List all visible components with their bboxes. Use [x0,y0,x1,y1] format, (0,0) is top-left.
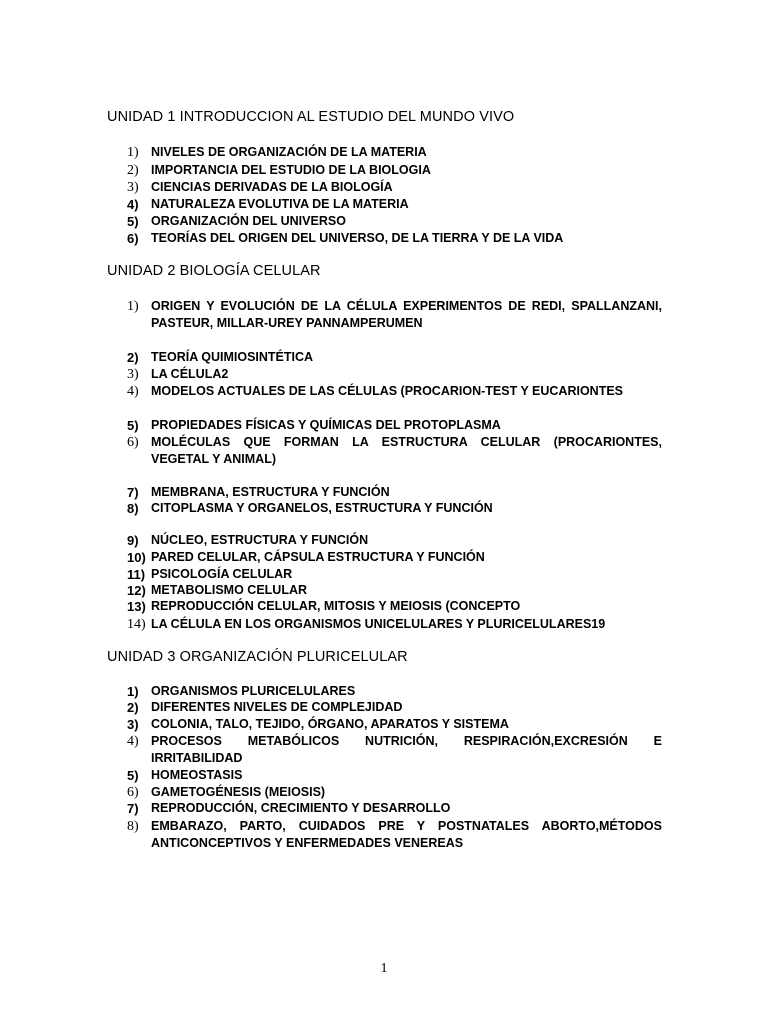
item-number: 7) [127,485,139,500]
item-text: TEORÍA QUIMIOSINTÉTICA [151,350,314,364]
item-text: GAMETOGÉNESIS (MEIOSIS) [151,785,326,799]
item-text: DIFERENTES NIVELES DE COMPLEJIDAD [151,700,403,714]
item-number: 2) [127,700,139,715]
item-number: 13) [127,599,146,614]
item-number: 3) [127,180,139,195]
item-text: IMPORTANCIA DEL ESTUDIO DE LA BIOLOGIA [151,163,431,177]
item-text: ORGANIZACIÓN DEL UNIVERSO [151,214,346,228]
item-number: 4) [127,384,139,399]
item-number: 2) [127,350,139,365]
item-number: 3) [127,717,139,732]
item-text: NATURALEZA EVOLUTIVA DE LA MATERIA [151,197,409,211]
item-text: HOMEOSTASIS [151,768,243,782]
item-text: PROPIEDADES FÍSICAS Y QUÍMICAS DEL PROTOPLASMA [151,418,501,432]
item-number: 4) [127,734,139,749]
item-number: 6) [127,785,139,800]
item-number: 5) [127,418,139,433]
item-number: 4) [127,197,139,212]
item-text: PARED CELULAR, CÁPSULA ESTRUCTURA Y FUNCIÓN [151,550,485,564]
item-number: 10) [127,550,146,565]
item-text: PROCESOS METABÓLICOS NUTRICIÓN, RESPIRACIÓN,EXCRESIÓN E IRRITABILIDAD [151,734,662,765]
item-text: COLONIA, TALO, TEJIDO, ÓRGANO, APARATOS Y SISTEMA [151,717,509,731]
item-text: PSICOLOGÍA CELULAR [151,567,293,581]
item-text: CIENCIAS DERIVADAS DE LA BIOLOGÍA [151,180,393,194]
item-number: 6) [127,231,139,246]
item-text: REPRODUCCIÓN CELULAR, MITOSIS Y MEIOSIS (CONCEPTO [151,599,521,613]
item-text: EMBARAZO, PARTO, CUIDADOS PRE Y POSTNATALES ABORTO,MÉTODOS ANTICONCEPTIVOS Y ENFERMEDADES VENEREAS [151,819,662,850]
item-text: ORIGEN Y EVOLUCIÓN DE LA CÉLULA EXPERIMENTOS DE REDI, SPALLANZANI, PASTEUR, MILLAR-UREY PANNAMPERUMEN [151,299,662,330]
item-text: REPRODUCCIÓN, CRECIMIENTO Y DESARROLLO [151,801,451,815]
item-text: TEORÍAS DEL ORIGEN DEL UNIVERSO, DE LA TIERRA Y DE LA VIDA [151,231,564,245]
item-number: 12) [127,583,146,598]
unit-3-title: UNIDAD 3 ORGANIZACIÓN PLURICELULAR [107,649,408,665]
item-number: 14) [127,617,146,632]
page-number: 1 [380,961,388,976]
item-text: NIVELES DE ORGANIZACIÓN DE LA MATERIA [151,145,427,159]
item-number: 1) [127,684,139,699]
item-text: LA CÉLULA EN LOS ORGANISMOS UNICELULARES Y PLURICELULARES19 [151,617,606,631]
unit-2-title: UNIDAD 2 BIOLOGÍA CELULAR [107,263,321,279]
item-number: 2) [127,163,139,178]
item-number: 8) [127,819,139,834]
item-text: MEMBRANA, ESTRUCTURA Y FUNCIÓN [151,485,390,499]
item-text: ORGANISMOS PLURICELULARES [151,684,356,698]
item-number: 8) [127,501,139,516]
item-text: METABOLISMO CELULAR [151,583,308,597]
item-number: 11) [127,567,146,582]
item-number: 6) [127,435,139,450]
item-number: 5) [127,768,139,783]
item-number: 1) [127,299,139,314]
unit-1-title: UNIDAD 1 INTRODUCCION AL ESTUDIO DEL MUNDO VIVO [107,109,515,125]
item-number: 5) [127,214,139,229]
item-text: CITOPLASMA Y ORGANELOS, ESTRUCTURA Y FUNCIÓN [151,501,493,515]
item-number: 7) [127,801,139,816]
item-number: 9) [127,533,139,548]
item-text: LA CÉLULA2 [151,367,229,381]
item-number: 1) [127,145,139,160]
item-text: MOLÉCULAS QUE FORMAN LA ESTRUCTURA CELULAR (PROCARIONTES, VEGETAL Y ANIMAL) [151,435,662,466]
item-text: MODELOS ACTUALES DE LAS CÉLULAS (PROCARION-TEST Y EUCARIONTES [151,384,624,398]
item-number: 3) [127,367,139,382]
item-text: NÚCLEO, ESTRUCTURA Y FUNCIÓN [151,533,369,547]
